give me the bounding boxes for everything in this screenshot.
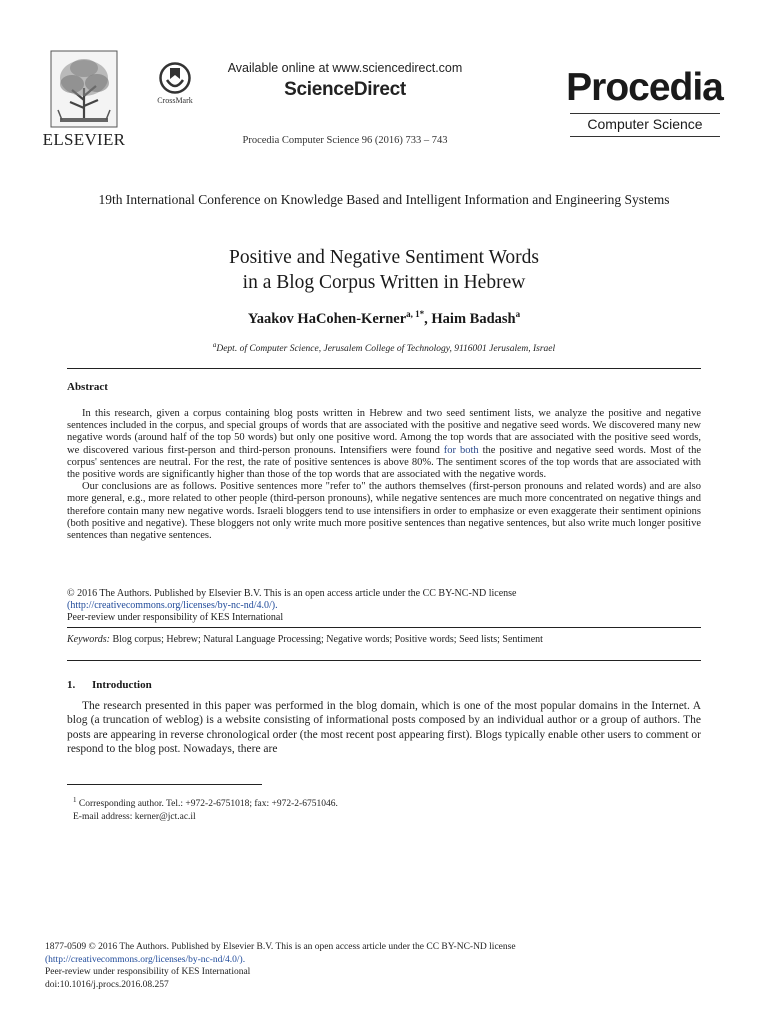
bottom-publication-info bbox=[45, 941, 725, 991]
author-1-affiliation-mark: a, 1* bbox=[406, 309, 425, 319]
divider-top bbox=[67, 368, 701, 369]
footnote-corresponding-text: Corresponding author. Tel.: +972-2-6751018; fax: +972-2-6751046. bbox=[76, 799, 338, 810]
author-2-affiliation-mark: a bbox=[515, 309, 521, 319]
keywords-label: Keywords: bbox=[67, 634, 110, 645]
paper-title bbox=[60, 245, 708, 295]
abstract-p1-end: the positive and negative seed words. Most of the corpus' sentences are neutral. For the rest, the rate of positive sentences is above 80%. The sentiment scores of the top words that are associated with the positive words are significantly higher than those of the top words that are associated with the negative words. bbox=[67, 444, 701, 481]
abstract-paragraph-2: Our conclusions are as follows. Positive sentences more "refer to" the authors themselves (first-person pronouns and related words) and are also more general, e.g., more related to other people (third-person pronouns), while negative sentences are much more concentrated on negative things and therefore contain many new negative words. Israeli bloggers tend to use intensifiers in order to emphasize or even exaggerate their sentiment opinions (both positive and negative). These bloggers not only write much more positive sentences than negative sentences, but also write much longer positive sentences than negative sentences. bbox=[67, 481, 701, 542]
crossmark-label: CrossMark bbox=[157, 96, 193, 105]
section-heading-introduction bbox=[67, 679, 152, 691]
author-2: Haim Badash bbox=[431, 310, 516, 327]
procedia-wordmark: Procedia bbox=[566, 66, 723, 109]
crossmark-icon bbox=[159, 62, 191, 94]
procedia-subtitle: Computer Science bbox=[587, 116, 703, 132]
keywords-line bbox=[67, 634, 701, 645]
abstract-p1-start: In this research, given a corpus containing blog posts written in Hebrew and two seed sentiment lists, we analyze the positive and negative sentences included in the corpus, and special groups of words that are associated with the positive and negative seed words. We discovered many new negative words (around half of the top 50 words) but only one positive word. Among the top words that are associated with the positive seed words, we discovered various first-person and third-person pronouns. Intensifiers were found bbox=[67, 408, 701, 456]
introduction-paragraph: The research presented in this paper was performed in the blog domain, which is one of the most popular domains in the Internet. A blog (a truncation of weblog) is a website consisting of informational posts composed by an individual author or a group of authors. The posts are appearing in reverse chronological order (the most recent post appearing first). Blogs typically enable other users to comment or respond to the blog post. Nowadays, there are bbox=[67, 700, 701, 755]
license-line: © 2016 The Authors. Published by Elsevier B.V. This is an open access article under the CC BY-NC-ND license bbox=[67, 588, 517, 599]
author-separator: , bbox=[424, 310, 432, 327]
bottom-license-link[interactable]: (http://creativecommons.org/licenses/by-nc-nd/4.0/). bbox=[45, 954, 246, 965]
elsevier-tree-icon bbox=[50, 50, 118, 128]
section-title: Introduction bbox=[92, 679, 152, 691]
publisher-name: ELSEVIER bbox=[42, 130, 126, 149]
peer-review-line: Peer-review under responsibility of KES International bbox=[67, 612, 284, 623]
author-1: Yaakov HaCohen-Kerner bbox=[247, 310, 407, 327]
crossmark-badge[interactable] bbox=[150, 62, 200, 112]
license-link[interactable]: (http://creativecommons.org/licenses/by-nc-nd/4.0/). bbox=[67, 600, 278, 611]
footnote-mark: 1 bbox=[73, 796, 77, 804]
keywords-list: Blog corpus; Hebrew; Natural Language Processing; Negative words; Positive words; Seed lists; Sentiment bbox=[109, 634, 543, 645]
conference-name: 19th International Conference on Knowledge Based and Intelligent Information and Engineering Systems bbox=[98, 192, 670, 207]
introduction-body bbox=[67, 699, 701, 756]
author-list bbox=[60, 309, 708, 328]
abstract-paragraph-1 bbox=[67, 408, 701, 481]
footnote-email[interactable]: E-mail address: kerner@jct.ac.il bbox=[73, 812, 196, 823]
procedia-subtitle-box bbox=[570, 113, 720, 137]
footnote bbox=[73, 794, 573, 824]
affiliation-mark: a bbox=[212, 341, 217, 349]
sciencedirect-logo: ScienceDirect bbox=[284, 79, 406, 100]
elsevier-logo bbox=[34, 50, 134, 150]
footnote-corresponding bbox=[73, 794, 573, 811]
issn-line: 1877-0509 © 2016 The Authors. Published by Elsevier B.V. This is an open access article under the CC BY-NC-ND license bbox=[45, 942, 516, 952]
section-number: 1. bbox=[67, 679, 76, 691]
available-online-text[interactable]: Available online at www.sciencedirect.com bbox=[227, 61, 463, 75]
bottom-peer-review: Peer-review under responsibility of KES International bbox=[45, 967, 251, 977]
license-block bbox=[67, 588, 701, 624]
doi[interactable]: doi:10.1016/j.procs.2016.08.257 bbox=[45, 979, 169, 990]
procedia-logo bbox=[562, 66, 727, 146]
affiliation-text: Dept. of Computer Science, Jerusalem College of Technology, 9116001 Jerusalem, Israel bbox=[216, 344, 556, 355]
paper-title-line-1: Positive and Negative Sentiment Words bbox=[228, 247, 540, 268]
affiliation bbox=[60, 341, 708, 354]
abstract-heading: Abstract bbox=[67, 381, 108, 393]
abstract-p1-highlight: for both bbox=[443, 444, 479, 456]
divider-keywords-bottom bbox=[67, 660, 701, 661]
paper-title-line-2: in a Blog Corpus Written in Hebrew bbox=[242, 272, 526, 293]
divider-keywords-top bbox=[67, 627, 701, 628]
footnote-rule bbox=[67, 784, 262, 785]
abstract-body bbox=[67, 408, 701, 542]
journal-reference: Procedia Computer Science 96 (2016) 733 – 743 bbox=[242, 135, 448, 146]
